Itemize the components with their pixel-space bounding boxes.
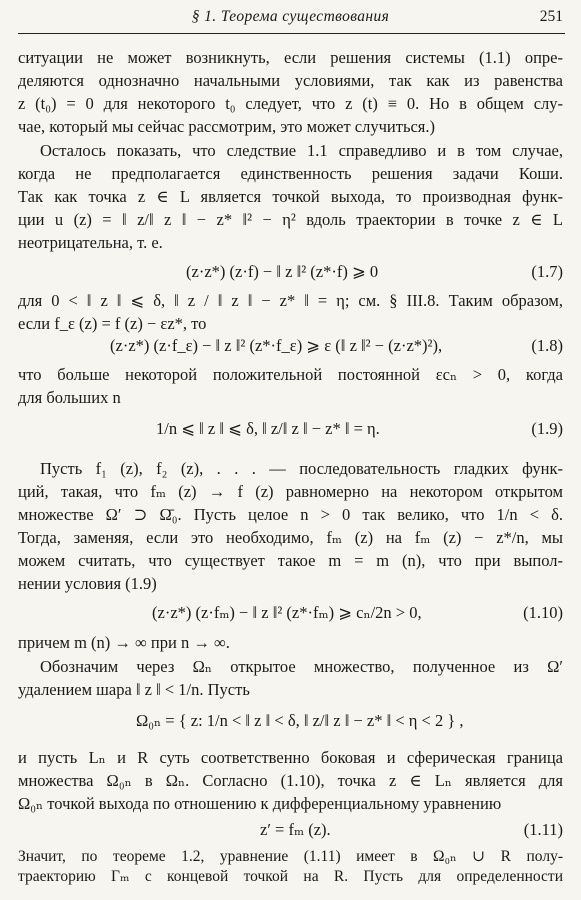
text-line: причем m (n) → ∞ при n → ∞.: [18, 633, 230, 652]
text-line: чае, который мы сейчас рассмотрим, это может случиться.): [18, 117, 435, 136]
equation-number: (1.7): [531, 262, 563, 281]
text-line: ситуации не может возникнуть, если решения системы (1.1) опре-: [18, 48, 563, 67]
text-line: для 0 < ‖ z ‖ ⩽ δ, ‖ z / ‖ z ‖ − z* ‖ = η; см. § III.8. Таким образом,: [18, 291, 563, 310]
equation-1-7: [18, 262, 563, 284]
text-line: удалением шара ‖ z ‖ < 1/n. Пусть: [18, 680, 250, 699]
equation-number: (1.9): [531, 419, 563, 438]
header-rule: [18, 33, 565, 34]
text-line: Тогда, заменяя, если это необходимо, fₘ (z) на fₘ (z) − z*/n, мы: [18, 528, 563, 547]
equation-formula: z′ = fₘ (z).: [260, 820, 331, 839]
equation-number: (1.11): [523, 820, 563, 839]
text-line: если f_ε (z) = f (z) − εz*, то: [18, 314, 207, 333]
text-line: неотрицательна, т. е.: [18, 233, 163, 252]
equation-1-8: [18, 336, 563, 358]
equation-number: (1.10): [523, 603, 563, 622]
text-line: ций, такая, что fₘ (z) → f (z) равномерно на некотором открытом: [18, 482, 563, 501]
text-line: Осталось показать, что следствие 1.1 справедливо и в том случае,: [40, 141, 563, 160]
page-number: 251: [539, 8, 563, 25]
text-line: множества Ω₀ₙ в Ωₙ. Согласно (1.10), точка z ∈ Lₙ является для: [18, 771, 563, 790]
text-line: что больше некоторой положительной постоянной εcₙ > 0, когда: [18, 365, 563, 384]
text-line: для больших n: [18, 388, 121, 407]
equation-formula: (z·z*) (z·f) − ‖ z ‖² (z*·f) ⩾ 0: [186, 262, 379, 281]
text-line: нении условия (1.9): [18, 574, 157, 593]
text-line: Значит, по теореме 1.2, уравнение (1.11) имеет в Ω₀ₙ ∪ R полу-: [18, 848, 563, 865]
equation-formula: 1/n ⩽ ‖ z ‖ ⩽ δ, ‖ z/‖ z ‖ − z* ‖ = η.: [156, 419, 380, 438]
text-line: z (t₀) = 0 для некоторого t₀ следует, что z (t) ≡ 0. Но в общем слу-: [18, 94, 563, 113]
text-line: можем считать, что существует такое m = m (n), что при выпол-: [18, 551, 563, 570]
equation-formula: (z·z*) (z·fₘ) − ‖ z ‖² (z*·fₘ) ⩾ cₙ/2n > 0,: [152, 603, 422, 622]
text-line: Обозначим через Ωₙ открытое множество, полученное из Ω′: [40, 657, 563, 676]
equation-1-11: [18, 820, 563, 842]
text-line: Ω₀ₙ точкой выхода по отношению к дифференциальному уравнению: [18, 794, 502, 813]
equation-1-10: [18, 600, 563, 626]
text-line: ции u (z) = ‖ z/‖ z ‖ − z* ‖² − η² вдоль траектории в точке z ∈ L: [18, 210, 563, 229]
equation-number: (1.8): [531, 336, 563, 355]
text-line: деляются однозначно начальными условиями, так как из равенства: [18, 71, 563, 90]
running-title: § 1. Теорема существования: [191, 8, 390, 25]
text-line: Так как точка z ∈ L является точкой выхода, то производная функ-: [18, 187, 563, 206]
text-line: когда не предполагается единственность решения задачи Коши.: [18, 164, 563, 183]
equation-formula: (z·z*) (z·f_ε) − ‖ z ‖² (z*·f_ε) ⩾ ε (‖ z ‖² − (z·z*)²),: [110, 336, 443, 355]
text-line: множестве Ω′ ⊃ Ω̄₀. Пусть целое n > 0 так велико, что 1/n < δ.: [18, 505, 563, 524]
running-header: [0, 8, 581, 30]
text-line: Пусть f₁ (z), f₂ (z), . . . — последовательность гладких функ-: [40, 459, 563, 478]
equation-formula: Ω₀ₙ = { z: 1/n < ‖ z ‖ < δ, ‖ z/‖ z ‖ − z* ‖ < η < 2 } ,: [136, 711, 464, 730]
text-line: и пусть Lₙ и R суть соответственно боковая и сферическая граница: [18, 748, 563, 767]
equation-1-9: [18, 413, 563, 445]
text-line: траекторию Γₘ с концевой точкой на R. Пусть для определенности: [18, 868, 563, 885]
equation-omega-0n: [18, 705, 563, 737]
